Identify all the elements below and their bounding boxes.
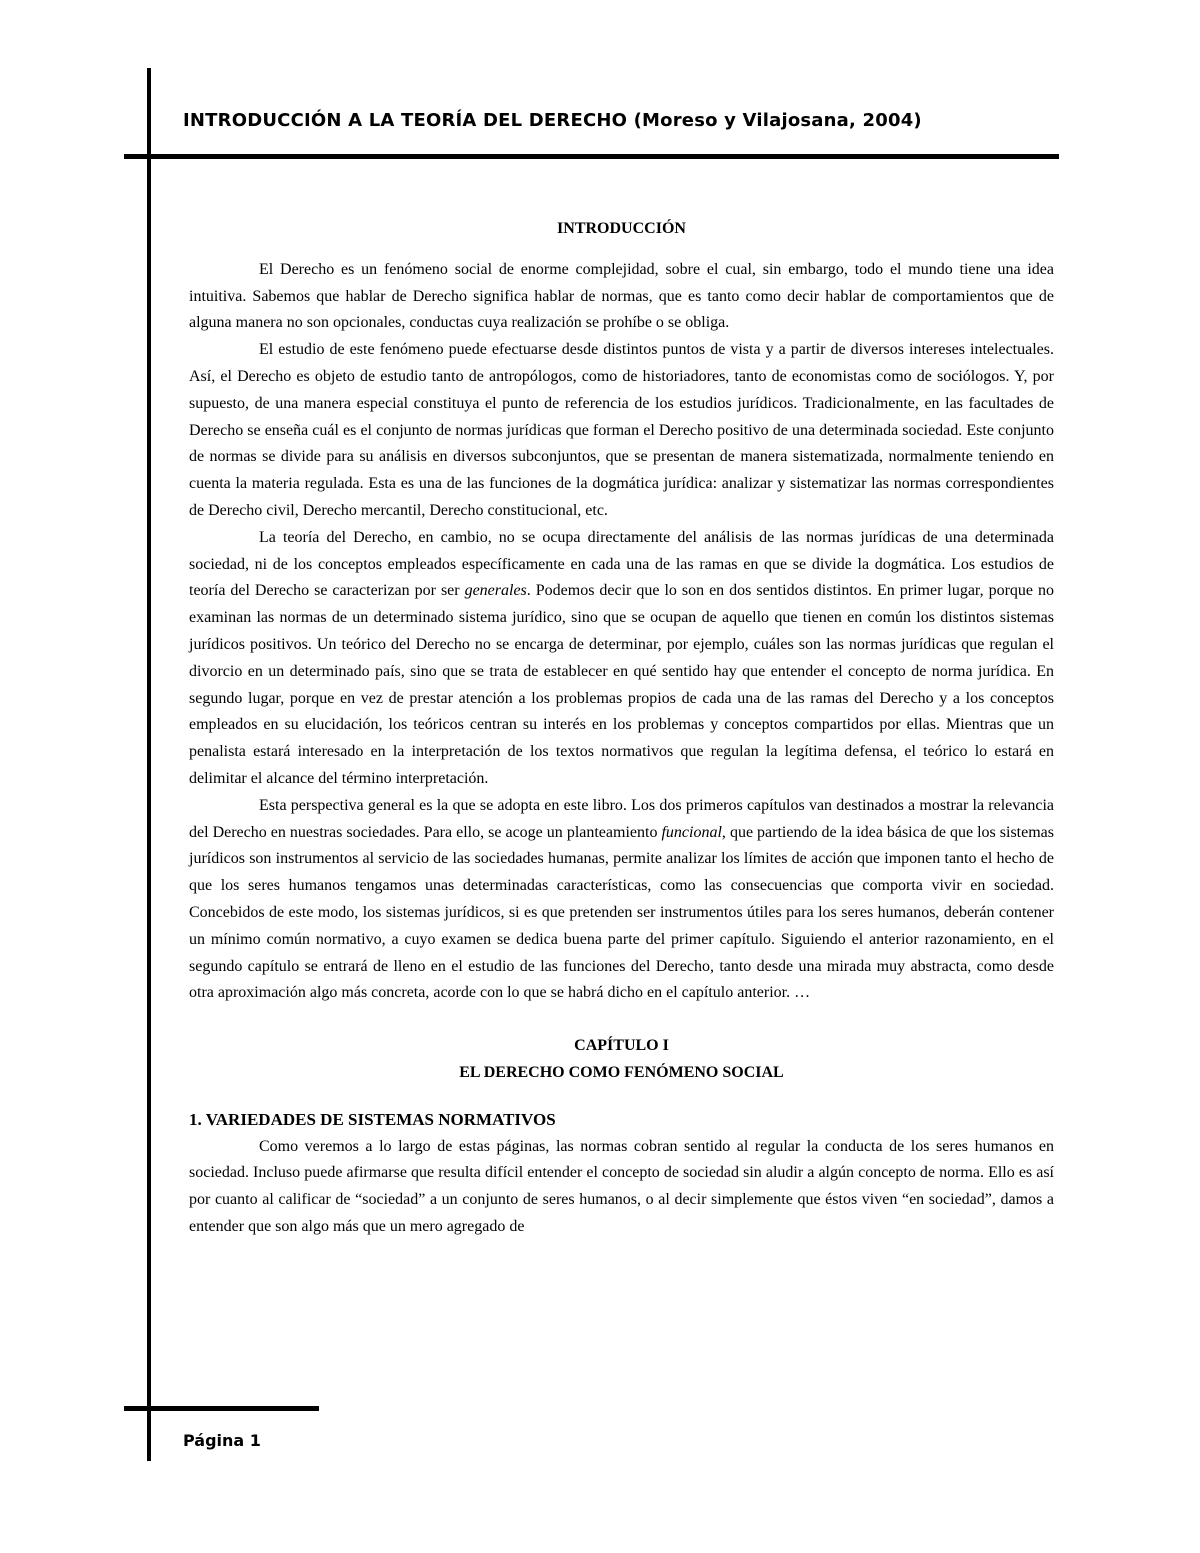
running-header: [183, 110, 1053, 140]
chapter-title: EL DERECHO COMO FENÓMENO SOCIAL: [459, 1063, 784, 1081]
intro-paragraph-2: El estudio de este fenómeno puede efectuarse desde distintos puntos de vista y a partir de diversos intereses intelectuales. Así, el Derecho es objeto de estudio tanto de antropólogos, como de historiadores, tanto de economistas como de sociólogos. Y, por supuesto, de una manera especial constituya el punto de referencia de los estudios jurídicos. Tradicionalmente, en las facultades de Derecho se enseña cuál es el conjunto de normas jurídicas que forman el Derecho positivo de una determinada sociedad. Este conjunto de normas se divide para su análisis en diversos subconjuntos, que se presentan de manera sistematizada, normalmente teniendo en cuenta la materia regulada. Esta es una de las funciones de la dogmática jurídica: analizar y sistematizar las normas correspondientes de Derecho civil, Derecho mercantil, Derecho constitucional, etc.: [189, 341, 1054, 519]
intro-paragraph-1: El Derecho es un fenómeno social de enorme complejidad, sobre el cual, sin embargo, todo el mundo tiene una idea intuitiva. Sabemos que hablar de Derecho significa hablar de normas, que es tanto como decir hablar de comportamientos que de alguna manera no son opcionales, conductas cuya realización se prohíbe o se obliga.: [189, 260, 1054, 332]
chapter-paragraph-1: Como veremos a lo largo de estas páginas, las normas cobran sentido al regular la conducta de los seres humanos en sociedad. Incluso puede afirmarse que resulta difícil entender el concepto de sociedad sin aludir a algún concepto de norma. Ello es así por cuanto al calificar de “sociedad” a un conjunto de seres humanos, o al decir simplemente que éstos viven “en sociedad”, damos a entender que son algo más que un mero agregado de: [189, 1137, 1054, 1235]
emphasis-generales: generales: [464, 582, 527, 600]
intro-paragraph-3: [189, 525, 1054, 793]
footer-rule: [124, 1406, 319, 1411]
left-vertical-rule: [147, 68, 151, 1461]
main-content: [189, 216, 1054, 1241]
header-title: INTRODUCCIÓN A LA TEORÍA DEL DERECHO: [183, 110, 628, 131]
intro-paragraph-4-a: Esta perspectiva general es la que se adopta en este libro. Los dos primeros capítulos van destinados a mostrar la relevancia del Derecho en nuestras sociedades. Para ello, se acoge un planteamiento: [189, 796, 1054, 841]
intro-paragraph-4-b: , que partiendo de la idea básica de que los sistemas jurídicos son instrumentos al servicio de las sociedades humanas, permite analizar los límites de acción que imponen tanto el hecho de que los seres humanos tengamos unas determinadas características, como las consecuencias que comporta vivir en sociedad. Concebidos de este modo, los sistemas jurídicos, si es que pretenden ser instrumentos útiles para los seres humanos, deberán contener un mínimo común normativo, a cuyo examen se dedica buena parte del primer capítulo. Siguiendo el anterior razonamiento, en el segundo capítulo se entrará de lleno en el estudio de las funciones del Derecho, tanto desde una mirada muy abstracta, como desde otra aproximación algo más concreta, acorde con lo que se habrá dicho en el capítulo anterior. …: [189, 823, 1055, 1002]
header-rule: [124, 154, 1059, 159]
chapter-number: CAPÍTULO I: [574, 1037, 669, 1055]
intro-paragraph-4: [189, 793, 1054, 1007]
intro-paragraph-3-b: . Podemos decir que lo son en dos sentidos distintos. En primer lugar, porque no examinan las normas de un determinado sistema jurídico, sino que se ocupan de aquello que tienen en común los distintos sistemas jurídicos positivos. Un teórico del Derecho no se encarga de determinar, por ejemplo, cuáles son las normas jurídicas que regulan el divorcio en un determinado país, sino que se trata de establecer en qué sentido hay que entender el concepto de norma jurídica. En segundo lugar, porque en vez de prestar atención a los problemas propios de cada una de las ramas del Derecho y a los conceptos empleados en su elucidación, los teóricos centran su interés en los problemas y conceptos compartidos por ellas. Mientras que un penalista estará interesado en la interpretación de los textos normativos que regulan la legítima defensa, el teórico lo estará en delimitar el alcance del término interpretación.: [189, 582, 1054, 787]
header-citation: (Moreso y Vilajosana, 2004): [633, 110, 922, 131]
section-heading: 1. VARIEDADES DE SISTEMAS NORMATIVOS: [189, 1109, 556, 1129]
emphasis-funcional: funcional: [661, 823, 722, 841]
intro-heading: INTRODUCCIÓN: [557, 220, 686, 237]
chapter-heading-block: [189, 1033, 1054, 1087]
intro-paragraph-3-a: La teoría del Derecho, en cambio, no se ocupa directamente del análisis de las normas jurídicas de una determinada sociedad, ni de los conceptos empleados específicamente en cada una de las ramas en que se divide la dogmática. Los estudios de teoría del Derecho se caracterizan por ser: [189, 528, 1054, 600]
page-number: Página 1: [183, 1431, 261, 1450]
